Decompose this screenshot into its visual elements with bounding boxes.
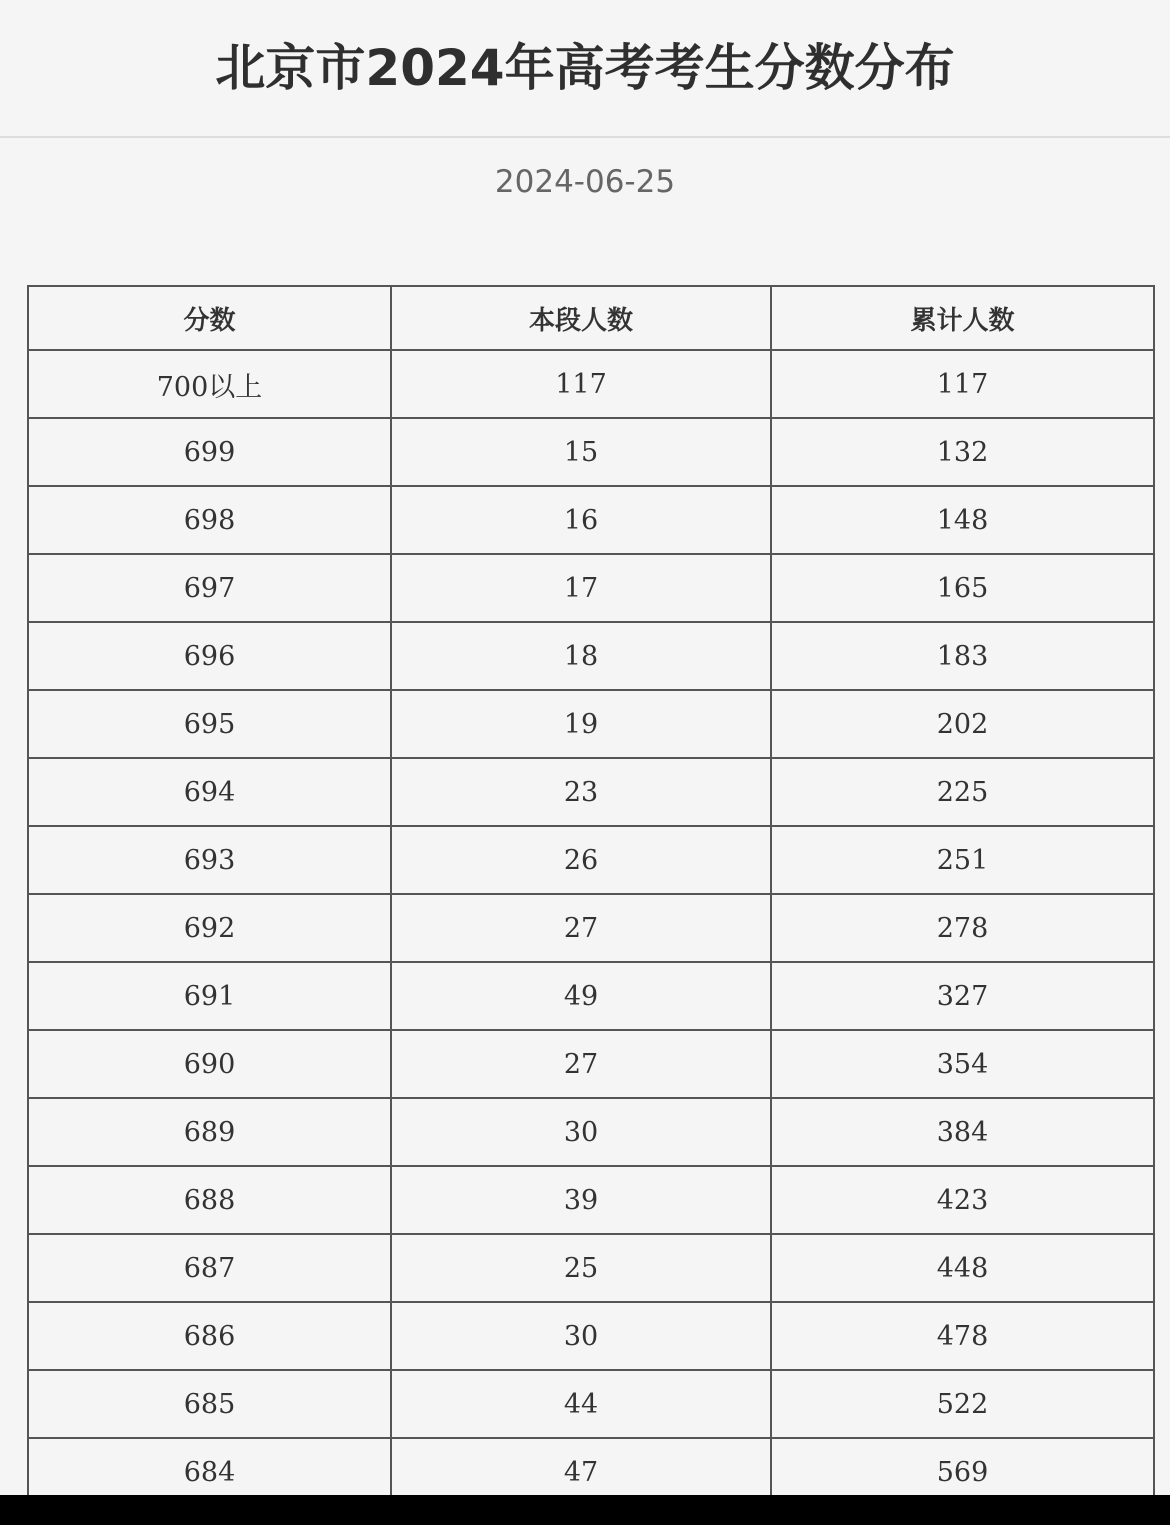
- cumulative-count-cell: 148: [771, 486, 1154, 554]
- cumulative-count-cell: 327: [771, 962, 1154, 1030]
- score-cell: 695: [28, 690, 391, 758]
- header-score: 分数: [28, 286, 391, 350]
- table-row: [28, 1030, 1154, 1098]
- score-cell: 692: [28, 894, 391, 962]
- score-cell: 684: [28, 1438, 391, 1506]
- header-segment-count: 本段人数: [391, 286, 771, 350]
- bottom-bar: [0, 1495, 1170, 1525]
- table-body: [28, 350, 1154, 1506]
- cumulative-count-cell: 251: [771, 826, 1154, 894]
- score-cell: 697: [28, 554, 391, 622]
- cumulative-count-cell: 384: [771, 1098, 1154, 1166]
- table-row: [28, 962, 1154, 1030]
- header-cumulative-count: 累计人数: [771, 286, 1154, 350]
- cumulative-count-cell: 522: [771, 1370, 1154, 1438]
- segment-count-cell: 44: [391, 1370, 771, 1438]
- table-row: [28, 826, 1154, 894]
- segment-count-cell: 30: [391, 1098, 771, 1166]
- table-row: [28, 758, 1154, 826]
- score-cell: 700以上: [28, 350, 391, 418]
- page-title: 北京市2024年高考考生分数分布: [215, 39, 955, 97]
- score-cell: 688: [28, 1166, 391, 1234]
- score-cell: 691: [28, 962, 391, 1030]
- score-distribution-table: [27, 285, 1155, 1507]
- publish-date: 2024-06-25: [494, 164, 676, 200]
- score-cell: 689: [28, 1098, 391, 1166]
- segment-count-cell: 18: [391, 622, 771, 690]
- cumulative-count-cell: 354: [771, 1030, 1154, 1098]
- page-header: [0, 0, 1170, 138]
- table-row: [28, 486, 1154, 554]
- score-cell: 687: [28, 1234, 391, 1302]
- table-row: [28, 418, 1154, 486]
- segment-count-cell: 19: [391, 690, 771, 758]
- segment-count-cell: 26: [391, 826, 771, 894]
- cumulative-count-cell: 225: [771, 758, 1154, 826]
- score-cell: 699: [28, 418, 391, 486]
- score-cell: 690: [28, 1030, 391, 1098]
- cumulative-count-cell: 202: [771, 690, 1154, 758]
- segment-count-cell: 117: [391, 350, 771, 418]
- score-cell: 694: [28, 758, 391, 826]
- segment-count-cell: 27: [391, 894, 771, 962]
- score-table-container: [27, 285, 1153, 1507]
- cumulative-count-cell: 569: [771, 1438, 1154, 1506]
- table-row: [28, 1234, 1154, 1302]
- segment-count-cell: 27: [391, 1030, 771, 1098]
- table-row: [28, 622, 1154, 690]
- segment-count-cell: 47: [391, 1438, 771, 1506]
- table-row: [28, 894, 1154, 962]
- table-row: [28, 1302, 1154, 1370]
- cumulative-count-cell: 117: [771, 350, 1154, 418]
- table-row: [28, 1370, 1154, 1438]
- cumulative-count-cell: 132: [771, 418, 1154, 486]
- cumulative-count-cell: 165: [771, 554, 1154, 622]
- score-cell: 693: [28, 826, 391, 894]
- cumulative-count-cell: 478: [771, 1302, 1154, 1370]
- score-cell: 696: [28, 622, 391, 690]
- table-header-row: [28, 286, 1154, 350]
- cumulative-count-cell: 448: [771, 1234, 1154, 1302]
- score-cell: 685: [28, 1370, 391, 1438]
- segment-count-cell: 49: [391, 962, 771, 1030]
- table-row: [28, 350, 1154, 418]
- segment-count-cell: 39: [391, 1166, 771, 1234]
- table-row: [28, 1098, 1154, 1166]
- score-cell: 686: [28, 1302, 391, 1370]
- score-cell: 698: [28, 486, 391, 554]
- segment-count-cell: 23: [391, 758, 771, 826]
- table-row: [28, 1166, 1154, 1234]
- segment-count-cell: 16: [391, 486, 771, 554]
- cumulative-count-cell: 183: [771, 622, 1154, 690]
- cumulative-count-cell: 278: [771, 894, 1154, 962]
- segment-count-cell: 15: [391, 418, 771, 486]
- table-row: [28, 690, 1154, 758]
- segment-count-cell: 25: [391, 1234, 771, 1302]
- segment-count-cell: 30: [391, 1302, 771, 1370]
- segment-count-cell: 17: [391, 554, 771, 622]
- cumulative-count-cell: 423: [771, 1166, 1154, 1234]
- table-row: [28, 554, 1154, 622]
